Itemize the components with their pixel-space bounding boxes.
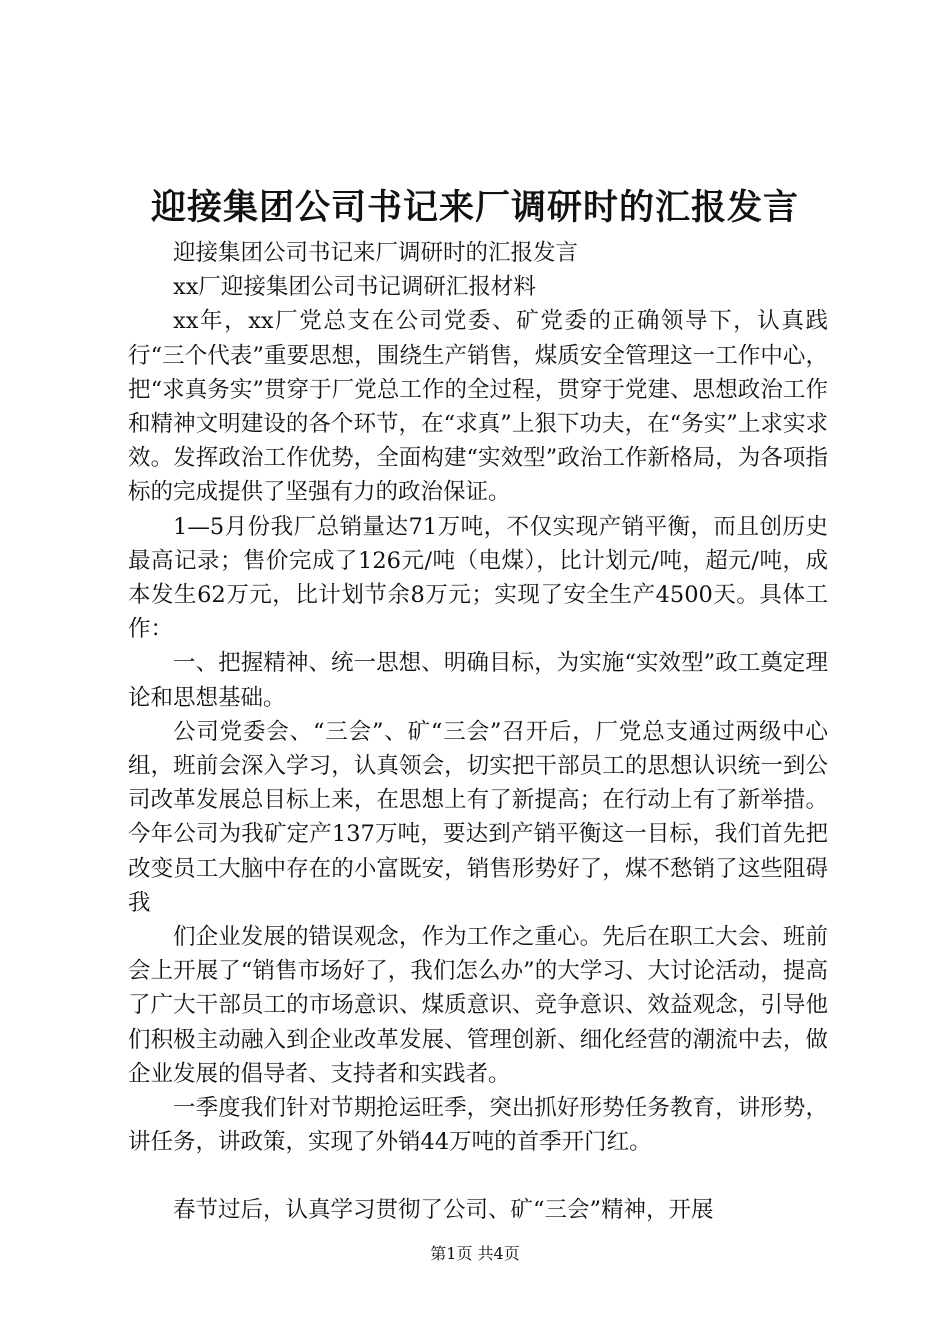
paragraph-repeat-title: 迎接集团公司书记来厂调研时的汇报发言 [173,240,579,266]
page-number: 第1页 共4页 [430,1244,520,1263]
paragraph-first-quarter: 一季度我们针对节期抢运旺季，突出抓好形势任务教育，讲形势，讲任务，讲政策，实现了外销44万吨的首季开门红。 [128,1095,828,1156]
document-body [128,236,828,1228]
paragraph-section-heading: 一、把握精神、统一思想、明确目标，为实施“实效型”政工奠定理论和思想基础。 [128,650,828,711]
paragraph-intro: xx年，xx厂党总支在公司党委、矿党委的正确领导下，认真践行“三个代表”重要思想，围绕生产销售，煤质安全管理这一工作中心，把“求真务实”贯穿于厂党总工作的全过程，贯穿于党建、思想政治工作和精神文明建设的各个环节，在“求真”上狠下功夫，在“务实”上求实求效。发挥政治工作优势，全面构建“实效型”政治工作新格局，为各项指标的完成提供了坚强有力的政治保证。 [128,308,828,506]
paragraph-spring: 春节过后，认真学习贯彻了公司、矿“三会”精神，开展 [173,1197,714,1224]
paragraph-discussion: 们企业发展的错误观念，作为工作之重心。先后在职工大会、班前会上开展了“销售市场好了，我们怎么办”的大学习、大讨论活动，提高了广大干部员工的市场意识、煤质意识、竞争意识、效益观念，引导他们积极主动融入到企业改革发展、管理创新、细化经营的潮流中去，做企业发展的倡导者、支持者和实践者。 [128,924,828,1087]
page-title: 迎接集团公司书记来厂调研时的汇报发言 [150,187,799,228]
paragraph-results: 1—5月份我厂总销量达71万吨，不仅实现产销平衡，而且创历史最高记录；售价完成了126元/吨（电煤），比计划元/吨，超元/吨，成本发生62万元，比计划节余8万元；实现了安全生产4500天。具体工作： [128,513,828,643]
paragraph-study: 公司党委会、“三会”、矿“三会”召开后，厂党总支通过两级中心组，班前会深入学习，认真领会，切实把干部员工的思想认识统一到公司改革发展总目标上来，在思想上有了新提高；在行动上有了新举措。今年公司为我矿定产137万吨，要达到产销平衡这一目标，我们首先把改变员工大脑中存在的小富既安，销售形势好了，煤不愁销了这些阻碍我 [128,718,828,916]
paragraph-subtitle: xx厂迎接集团公司书记调研汇报材料 [173,274,536,301]
